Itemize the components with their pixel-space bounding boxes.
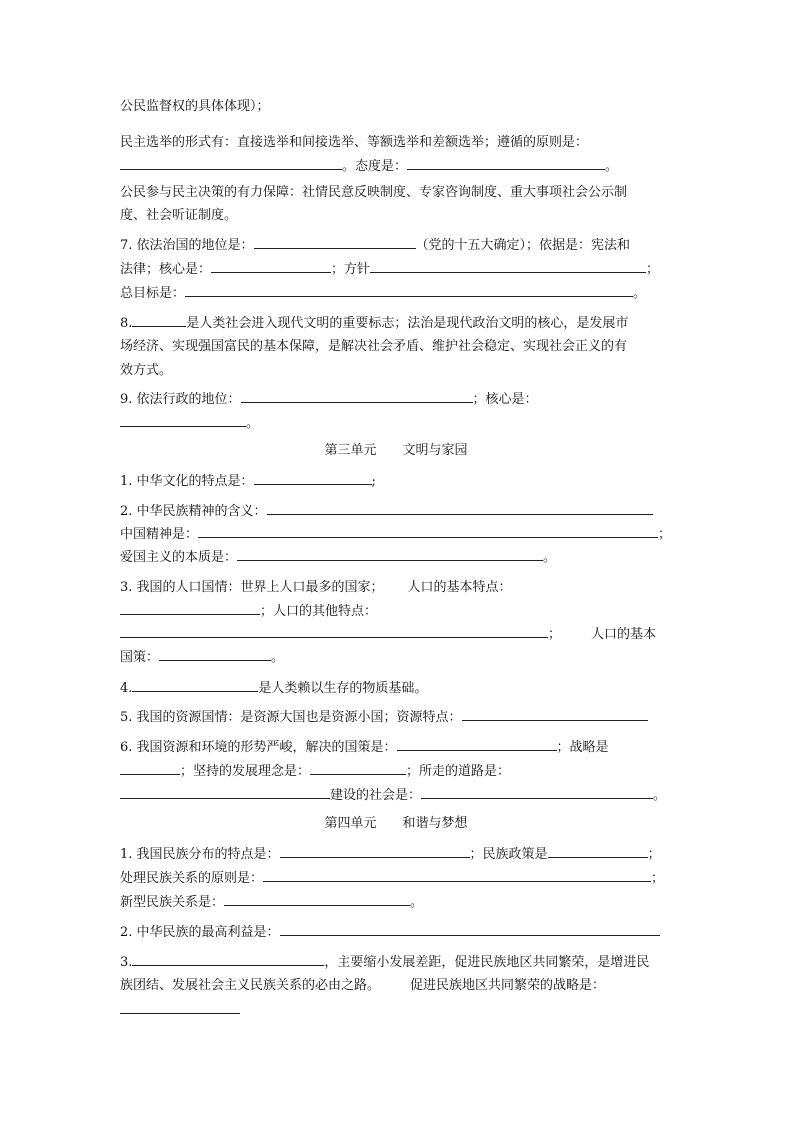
text-line: 法律；核心是： ；方针 ； [120, 258, 659, 280]
text-line: 3. 我国的人口国情：世界上人口最多的国家； 人口的基本特点： [120, 580, 512, 595]
fill-blank[interactable] [267, 500, 653, 515]
text-line: 2. 中华民族精神的含义： [120, 500, 653, 522]
text-line: 。 [120, 412, 259, 434]
text-line: 公民监督权的具体体现）； [120, 99, 270, 114]
fill-blank[interactable] [237, 546, 543, 561]
text-line: 1. 中华文化的特点是： ; [120, 470, 376, 492]
fill-blank[interactable] [397, 736, 557, 751]
text-line: 2. 中华民族的最高利益是： [120, 921, 660, 943]
text-line: 族团结、发展社会主义民族关系的必由之路。 促进民族地区共同繁荣的战略是： [120, 978, 606, 993]
fill-blank[interactable] [132, 951, 324, 966]
fill-blank[interactable] [241, 388, 473, 403]
fill-blank[interactable] [120, 760, 180, 775]
fill-blank[interactable] [198, 523, 658, 538]
fill-blank[interactable] [280, 843, 470, 858]
text-line: 度、社会听证制度。 [120, 208, 238, 223]
text-line: 爱国主义的本质是： 。 [120, 546, 556, 568]
text-line [120, 999, 240, 1021]
fill-blank[interactable] [120, 784, 330, 799]
fill-blank[interactable] [120, 155, 342, 170]
fill-blank[interactable] [120, 600, 260, 615]
text-line: 。态度是： 。 [120, 155, 618, 177]
fill-blank[interactable] [548, 843, 648, 858]
fill-blank[interactable] [120, 999, 240, 1014]
text-line: 4. 是人类赖以生存的物质基础。 [120, 677, 427, 699]
text-line: 总目标是： 。 [120, 282, 646, 304]
text-line: 新型民族关系是： 。 [120, 891, 423, 913]
text-line: 1. 我国民族分布的特点是： ；民族政策是 ； [120, 843, 661, 865]
fill-blank[interactable] [132, 677, 258, 692]
fill-blank[interactable] [159, 646, 271, 661]
text-line: ； 人口的基本 [120, 623, 656, 645]
fill-blank[interactable] [310, 760, 406, 775]
text-line: 5. 我国的资源国情：是资源大国也是资源小国；资源特点： [120, 706, 648, 728]
fill-blank[interactable] [120, 412, 246, 427]
text-line: 公民参与民主决策的有力保障：社情民意反映制度、专家咨询制度、重大事项社会公示制 [120, 185, 628, 200]
fill-blank[interactable] [224, 891, 410, 906]
text-line: 3. ，主要缩小发展差距，促进民族地区共同繁荣，是增进民 [120, 951, 649, 973]
text-line: 建设的社会是： 。 [120, 784, 666, 806]
fill-blank[interactable] [280, 921, 660, 936]
fill-blank[interactable] [407, 155, 605, 170]
text-line: 8. 是人类社会进入现代文明的重要标志；法治是现代政治文明的核心，是发展市 [120, 312, 628, 334]
text-line: 处理民族关系的原则是： ； [120, 867, 664, 889]
text-line: ；坚持的发展理念是： ；所走的道路是： [120, 760, 510, 782]
fill-blank[interactable] [370, 258, 646, 273]
fill-blank[interactable] [254, 234, 416, 249]
fill-blank[interactable] [211, 258, 331, 273]
fill-blank[interactable] [132, 312, 186, 327]
text-line: 国策： 。 [120, 646, 284, 668]
fill-blank[interactable] [185, 282, 633, 297]
fill-blank[interactable] [462, 706, 648, 721]
section-heading: 第三单元 文明与家园 [324, 443, 468, 458]
section-heading: 第四单元 和谐与梦想 [324, 816, 468, 831]
text-line: 9. 依法行政的地位： ；核心是： [120, 388, 538, 410]
fill-blank[interactable] [120, 623, 548, 638]
fill-blank[interactable] [421, 784, 653, 799]
fill-blank[interactable] [263, 867, 651, 882]
text-line: ；人口的其他特点： [120, 600, 377, 622]
text-line: 民主选举的形式有：直接选举和间接选举、等额选举和差额选举；遵循的原则是： [120, 135, 589, 150]
text-line: 场经济、实现强国富民的基本保障，是解决社会矛盾、维护社会稳定、实现社会正义的有 [120, 339, 628, 354]
fill-blank[interactable] [254, 470, 372, 485]
text-line: 6. 我国资源和环境的形势严峻，解决的国策是： ；战略是 [120, 736, 609, 758]
text-line: 效方式。 [120, 363, 173, 378]
text-line: 7. 依法治国的地位是： （党的十五大确定）；依据是：宪法和 [120, 234, 630, 256]
text-line: 中国精神是： ； [120, 523, 671, 545]
